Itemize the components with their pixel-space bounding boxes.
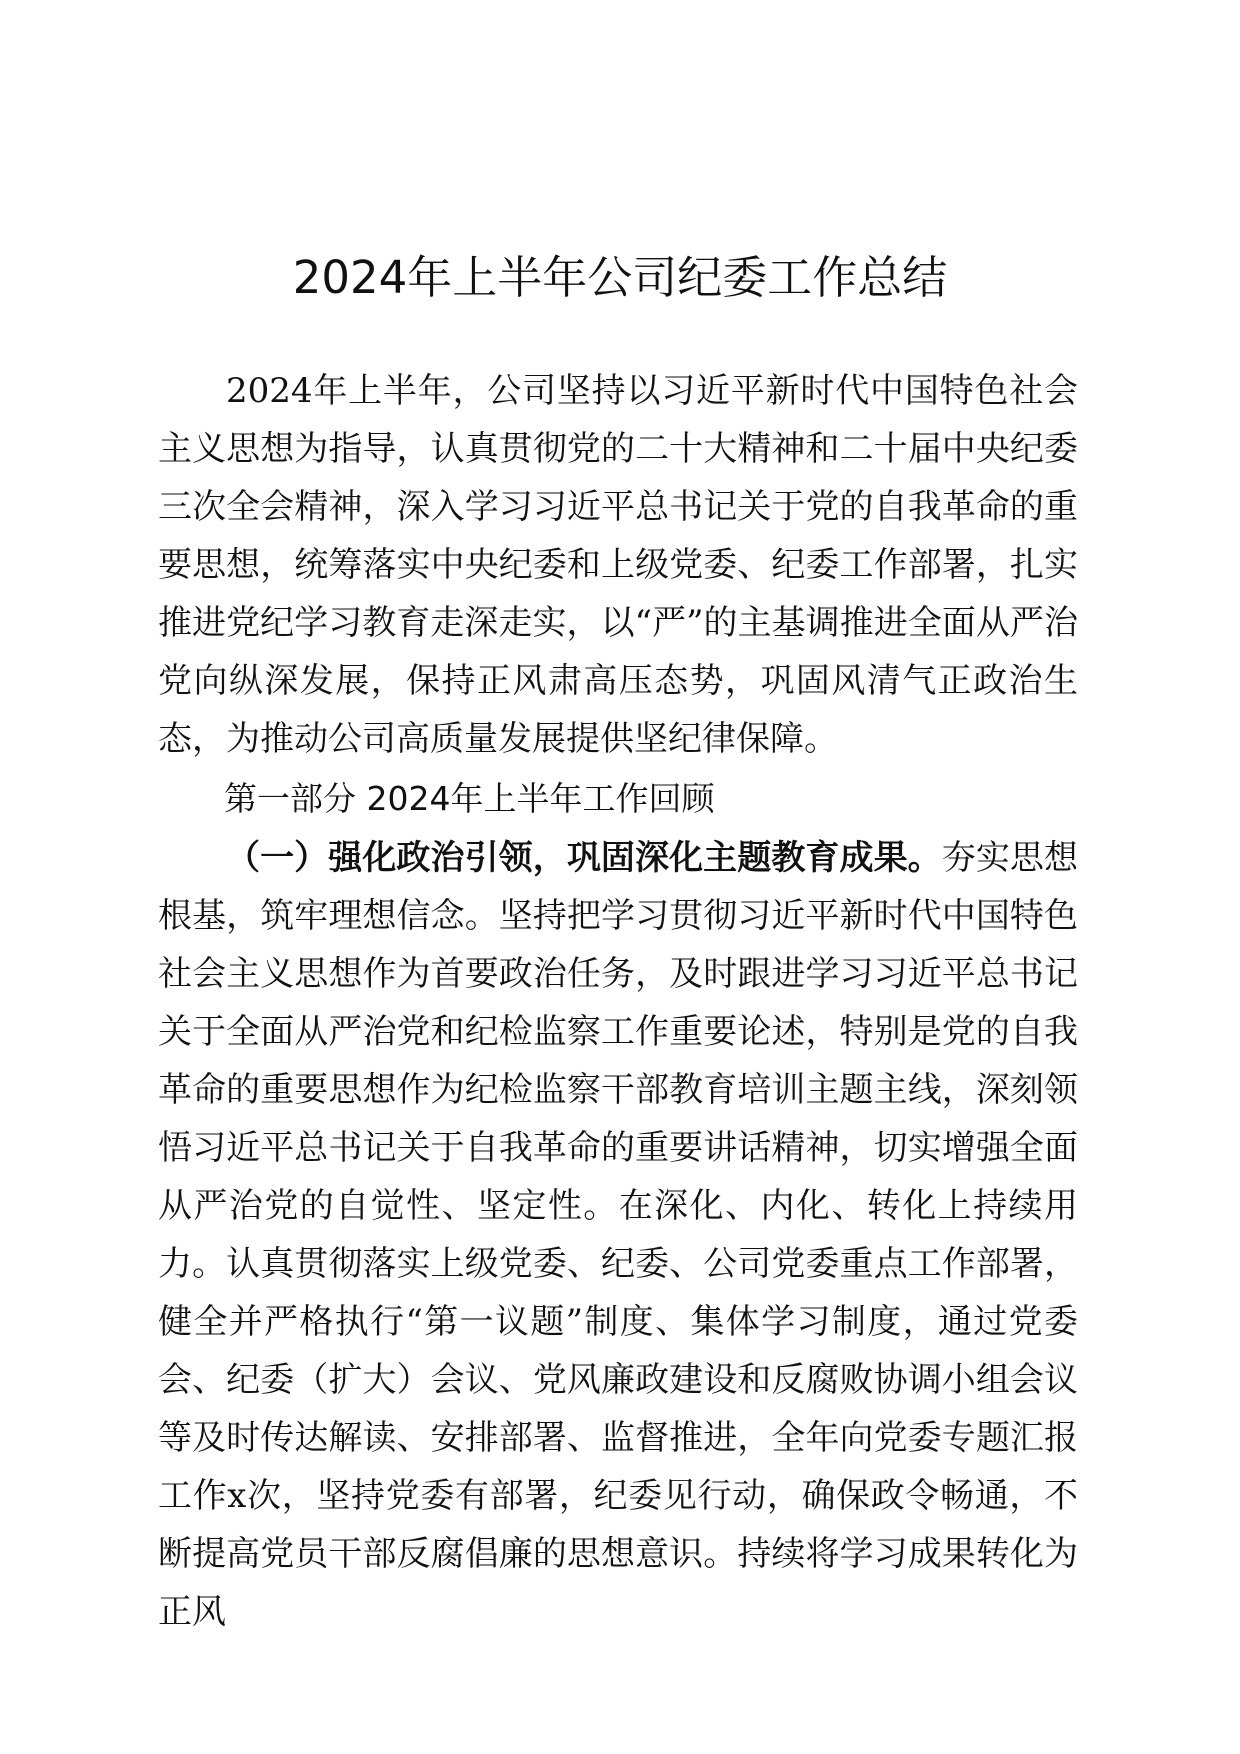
section-heading: 第一部分 2024年上半年工作回顾 — [224, 779, 715, 818]
document-title: 2024年上半年公司纪委工作总结 — [292, 251, 948, 304]
intro-paragraph: 2024年上半年，公司坚持以习近平新时代中国特色社会主义思想为指导，认真贯彻党的二十大精神和二十届中央纪委三次全会精神，深入学习习近平总书记关于党的自我革命的重要思想，统筹落实中央纪委和上级党委、纪委工作部署，扎实推进党纪学习教育走深走实，以“严”的主基调推进全面从严治党向纵深发展，保持正风肃高压态势，巩固风清气正政治生态，为推动公司高质量发展提供坚纪律保障。 — [158, 371, 1078, 759]
paragraph-1 — [158, 829, 1078, 1641]
paragraph-1-text: 夯实思想根基，筑牢理想信念。坚持把学习贯彻习近平新时代中国特色社会主义思想作为首要政治任务，及时跟进学习习近平总书记关于全面从严治党和纪检监察工作重要论述，特别是党的自我革命的重要思想作为纪检监察干部教育培训主题主线，深刻领悟习近平总书记关于自我革命的重要讲话精神，切实增强全面从严治党的自觉性、坚定性。在深化、内化、转化上持续用力。认真贯彻落实上级党委、纪委、公司党委重点工作部署，健全并严格执行“第一议题”制度、集体学习制度，通过党委会、纪委（扩大）会议、党风廉政建设和反腐败协调小组会议等及时传达解读、安排部署、监督推进，全年向党委专题汇报工作x次，坚持党委有部署，纪委见行动，确保政令畅通，不断提高党员干部反腐倡廉的思想意识。持续将学习成果转化为正风 — [158, 838, 1078, 1632]
paragraph-1-lead: （一）强化政治引领，巩固深化主题教育成果。 — [226, 838, 942, 878]
